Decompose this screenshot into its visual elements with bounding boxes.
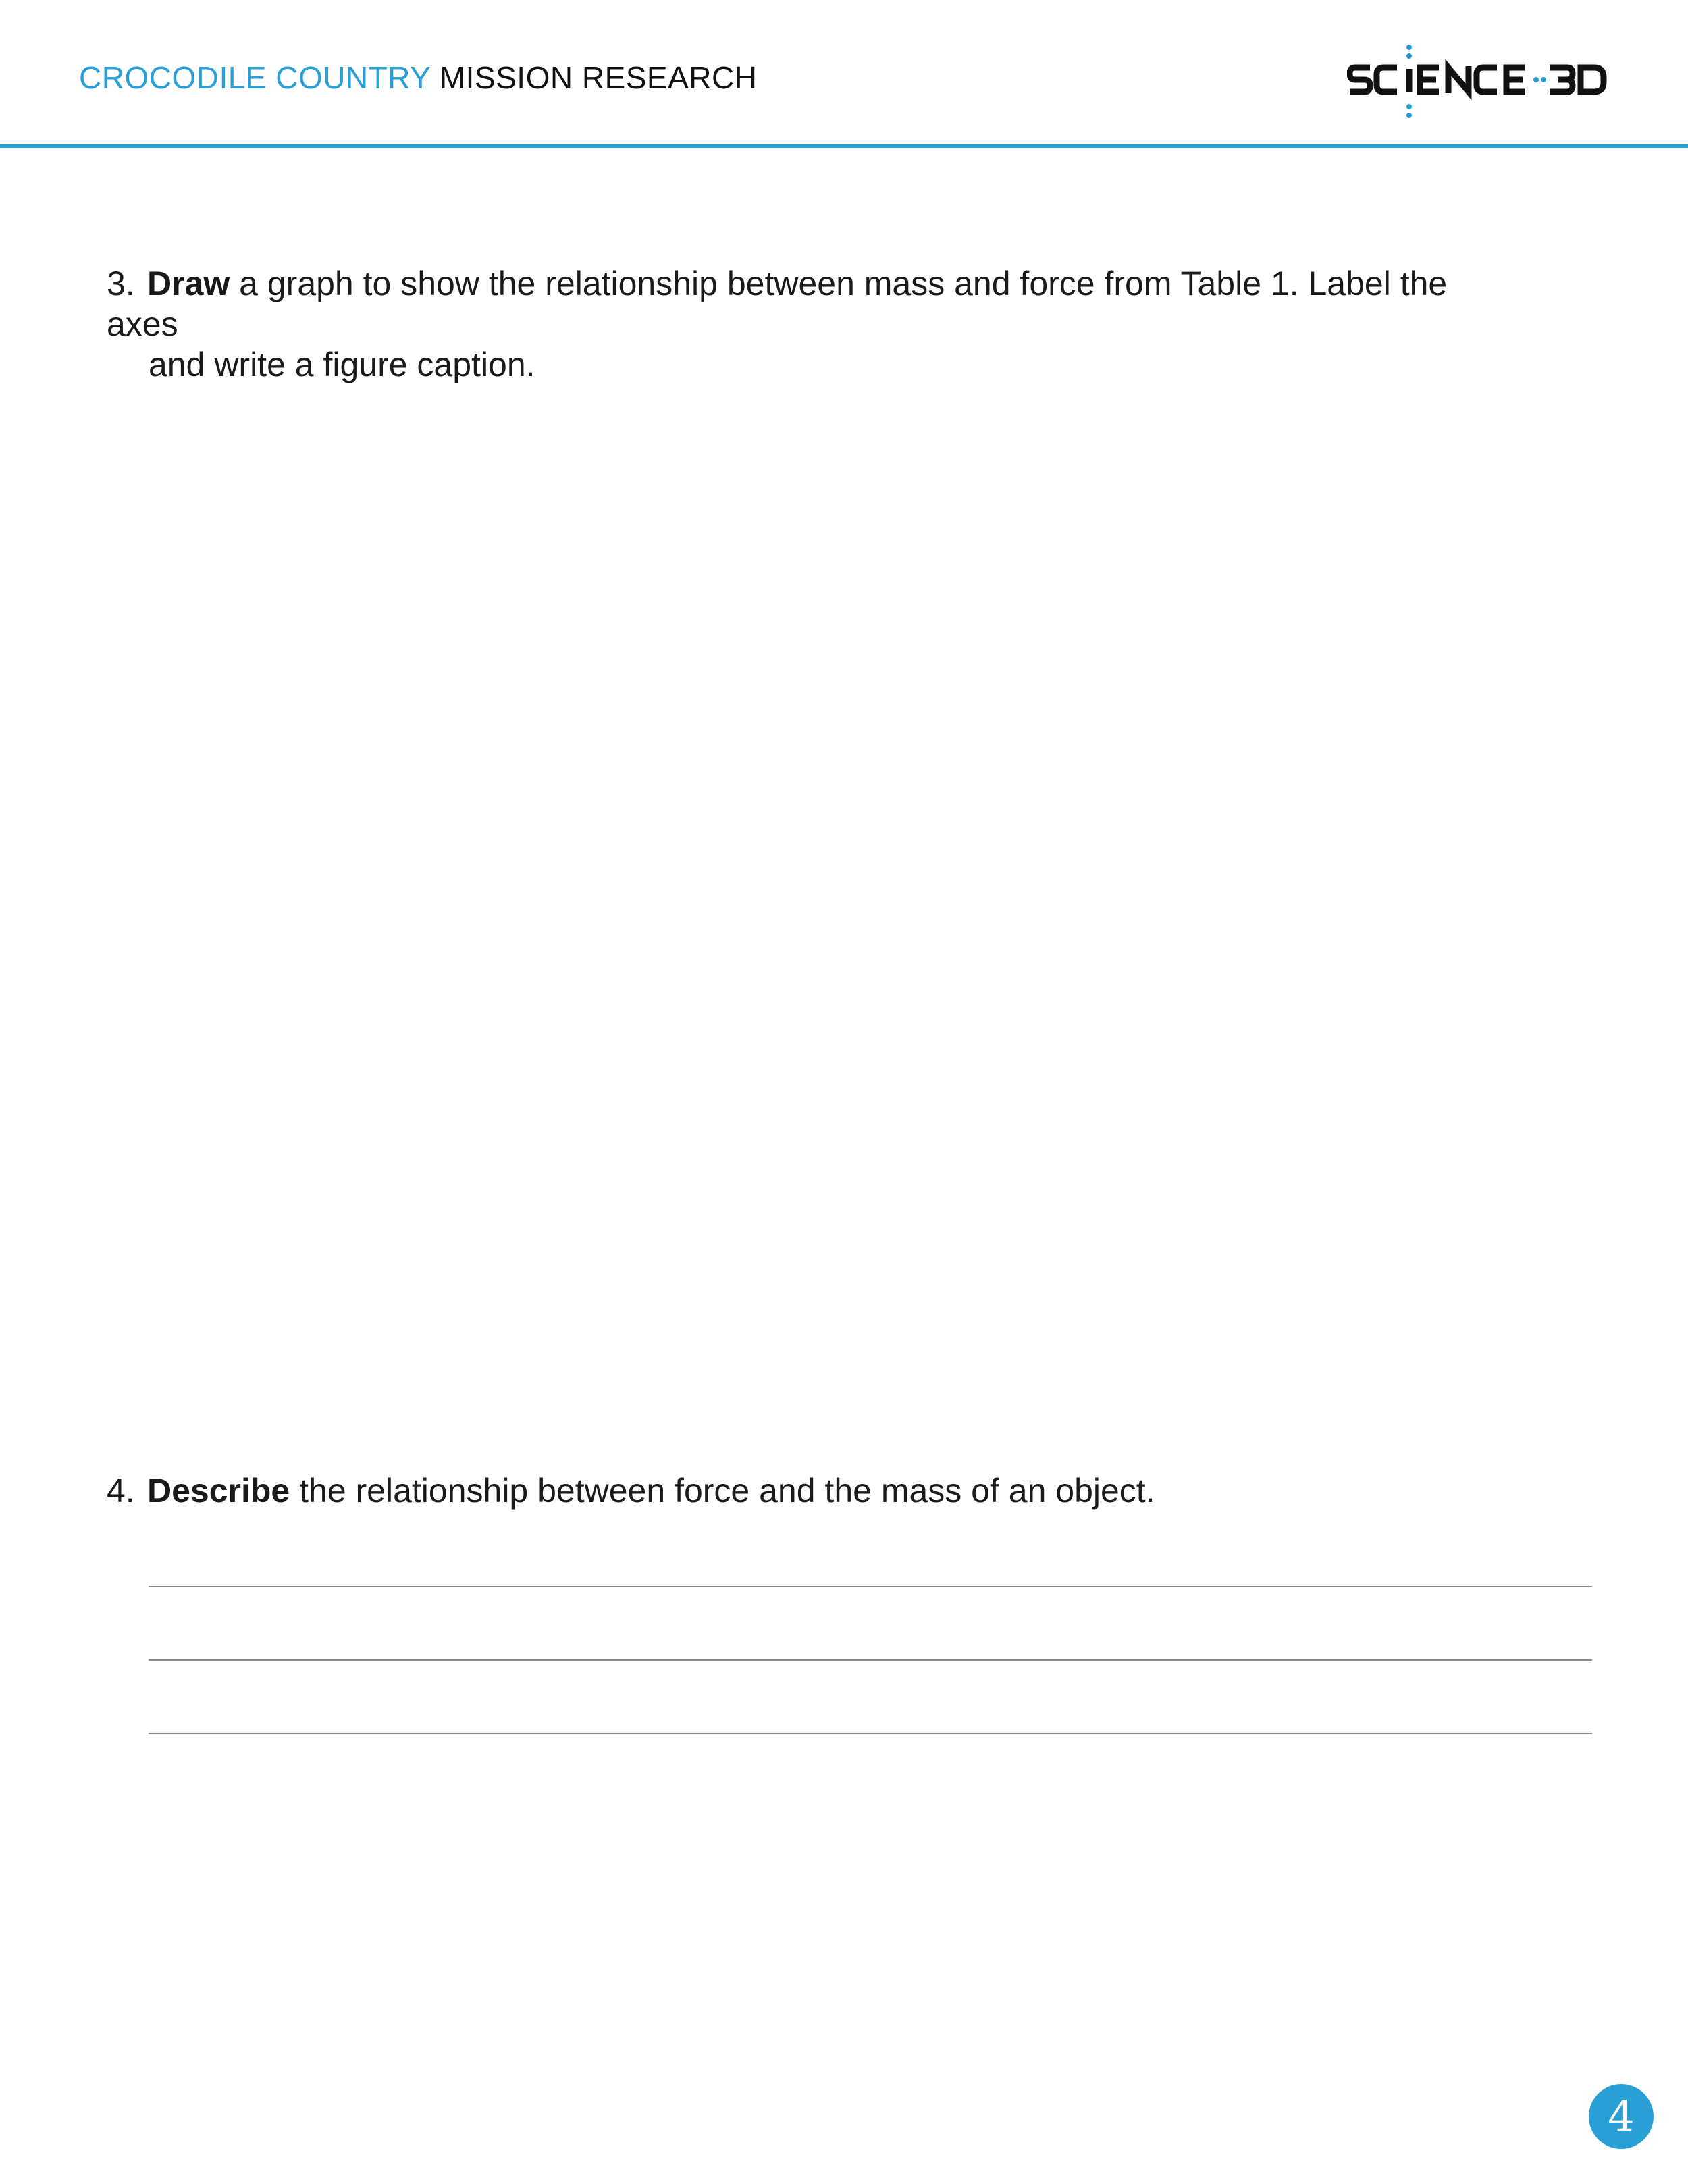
page-header [0,0,1688,148]
science-3d-logo [1347,39,1610,120]
answer-line[interactable] [149,1659,1592,1661]
question-4-verb: Describe [147,1472,290,1510]
question-3-text-line2: and write a figure caption. [149,346,535,383]
page-number-badge: 4 [1589,2084,1654,2149]
header-title [79,59,757,96]
question-4-text: the relationship between force and the mass of an object. [290,1472,1155,1510]
header-title-rest: MISSION RESEARCH [439,60,758,95]
header-title-accent: CROCODILE COUNTRY [79,60,431,95]
question-3-text-line1: a graph to show the relationship between mass and force from Table 1. Label the axes [107,265,1448,343]
answer-line[interactable] [149,1733,1592,1734]
question-3 [107,263,1525,385]
question-3-number: 3. [107,265,135,302]
question-4-number: 4. [107,1472,135,1510]
answer-line[interactable] [149,1586,1592,1587]
question-4 [107,1470,1525,1511]
question-3-verb: Draw [147,265,230,302]
